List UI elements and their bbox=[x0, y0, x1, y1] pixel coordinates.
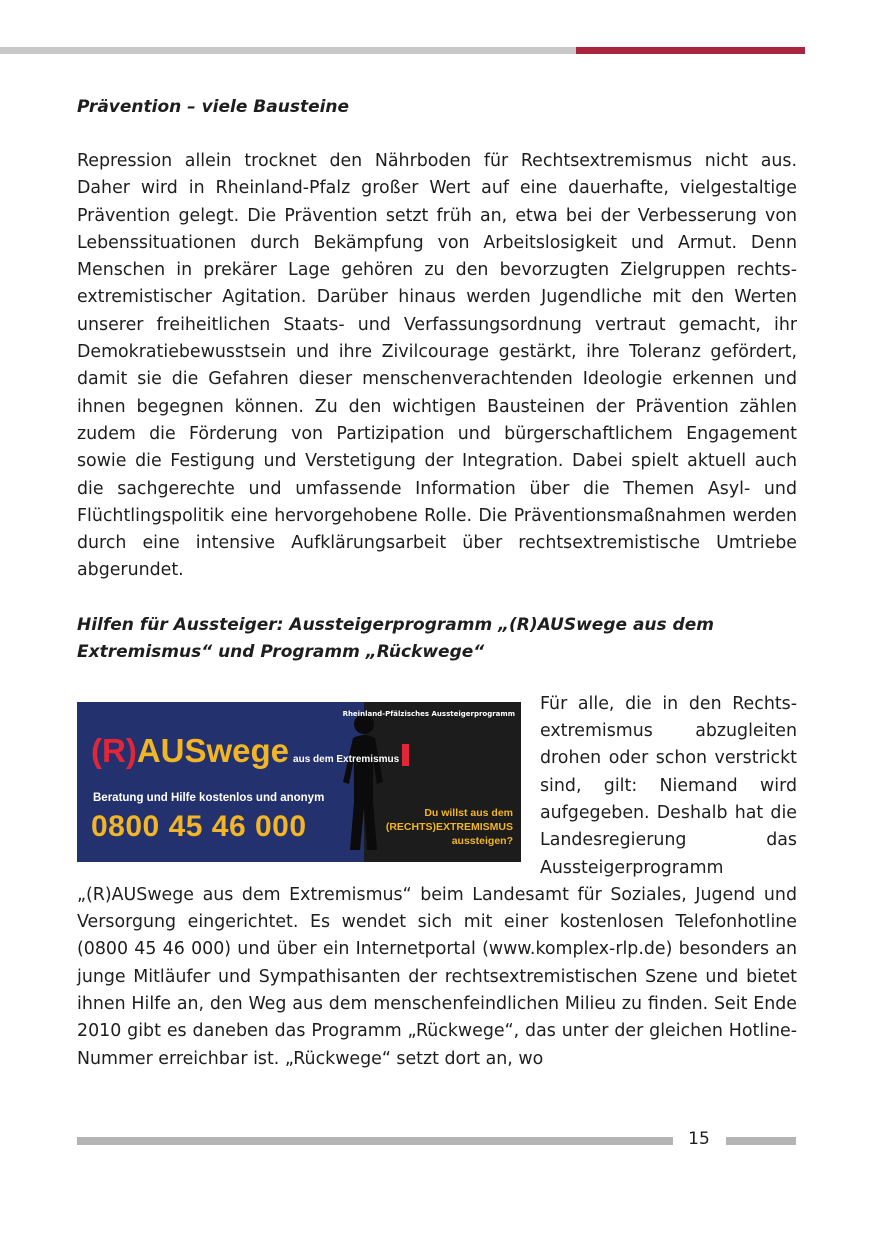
banner-program-label: Rheinland-Pfälzisches Aussteigerprogramm bbox=[342, 709, 515, 718]
banner-phone-number: 0800 45 46 000 bbox=[91, 809, 307, 843]
section-heading-praevention: Prävention – viele Bausteine bbox=[77, 97, 350, 117]
footer-rule-right bbox=[726, 1137, 796, 1145]
page-content bbox=[77, 94, 797, 1073]
logo-word-part: AUSwege bbox=[136, 731, 290, 769]
logo-red-mark bbox=[402, 744, 409, 766]
logo-subtitle: aus dem Extremismus bbox=[293, 753, 400, 765]
logo-r-part: (R) bbox=[91, 731, 137, 769]
section-paragraph-aussteiger: Für alle, die in den Rechtsextremismus abzugleiten drohen oder schon verstrickt sind, gilt: Niemand wird aufgegeben. Deshalb hat die Landesregierung das Aussteigerprogramm „(R)AUSwege aus dem Extremismus“ beim Landesamt für Soziales, Jugend und Versorgung eingerichtet. Es wendet sich mit einer kostenlosen Telefonhotline (0800 45 46 000) und über ein Internetportal (www.komplex-rlp.de) besonders an junge Mitläufer und Sympathisanten der rechtsextremistischen Szene und bietet ihnen Hilfe an, den Weg aus dem menschenfeindlichen Milieu zu finden. Seit Ende 2010 gibt es daneben das Programm „Rückwege“, das unter der gleichen Hotline-Nummer erreichbar ist. „Rückwege“ setzt dort an, wo bbox=[77, 693, 797, 1069]
banner-tagline-line-2: (RECHTS)EXTREMISMUS bbox=[385, 820, 513, 833]
section-paragraph-praevention: Repression allein trocknet den Nährboden für Rechtsextremismus nicht aus. Daher wird in Rheinland-Pfalz großer Wert auf eine dauerhafte, vielgestaltige Prävention gelegt. Die Prävention setzt früh an, etwa bei der Verbesserung von Lebenssituationen durch Bekämpfung von Arbeitslosigkeit und Armut. Denn Menschen in prekärer Lage gehören zu den bevorzugten Zielgruppen rechtsextremistischer Agitation. Darüber hinaus werden Jugendliche mit den Werten unserer freiheitlichen Staats- und Verfassungsordnung vertraut gemacht, ihr Demokratiebewusstsein und ihre Zivilcourage gestärkt, ihre Toleranz gefördert, damit sie die Gefahren dieser menschenverachtenden Ideologie erkennen und ihnen begegnen können. Zu den wichtigen Bausteinen der Prävention zählen zudem die Förderung von Partizipation und bürgerschaftlichem Engagement sowie die Festigung und Verstetigung der Integration. Dabei spielt aktuell auch die sachgerechte und umfassende Information über die Themen Asyl- und Flüchtlingspolitik eine hervorgehobene Rolle. Die Präventionsmaßnahmen werden durch eine intensive Aufklärungsarbeit über rechtsextremistische Umtriebe abgerundet. bbox=[77, 151, 797, 581]
banner-tagline-line-1: Du willst aus dem bbox=[424, 806, 513, 819]
banner-tagline-line-3: aussteigen? bbox=[451, 834, 513, 847]
footer-rule-left bbox=[77, 1137, 673, 1145]
banner-tagline bbox=[363, 806, 513, 848]
header-rule-gray bbox=[0, 47, 576, 54]
rauswege-logo bbox=[91, 732, 409, 770]
section-heading-aussteiger: Hilfen für Aussteiger: Aussteigerprogramm „(R)AUSwege aus dem Extremismus“ und Programm „Rückwege“ bbox=[77, 614, 714, 662]
page-number: 15 bbox=[688, 1129, 710, 1149]
rauswege-banner-image bbox=[77, 702, 521, 862]
banner-help-line: Beratung und Hilfe kostenlos und anonym bbox=[93, 791, 325, 804]
header-rule-accent bbox=[576, 47, 805, 54]
